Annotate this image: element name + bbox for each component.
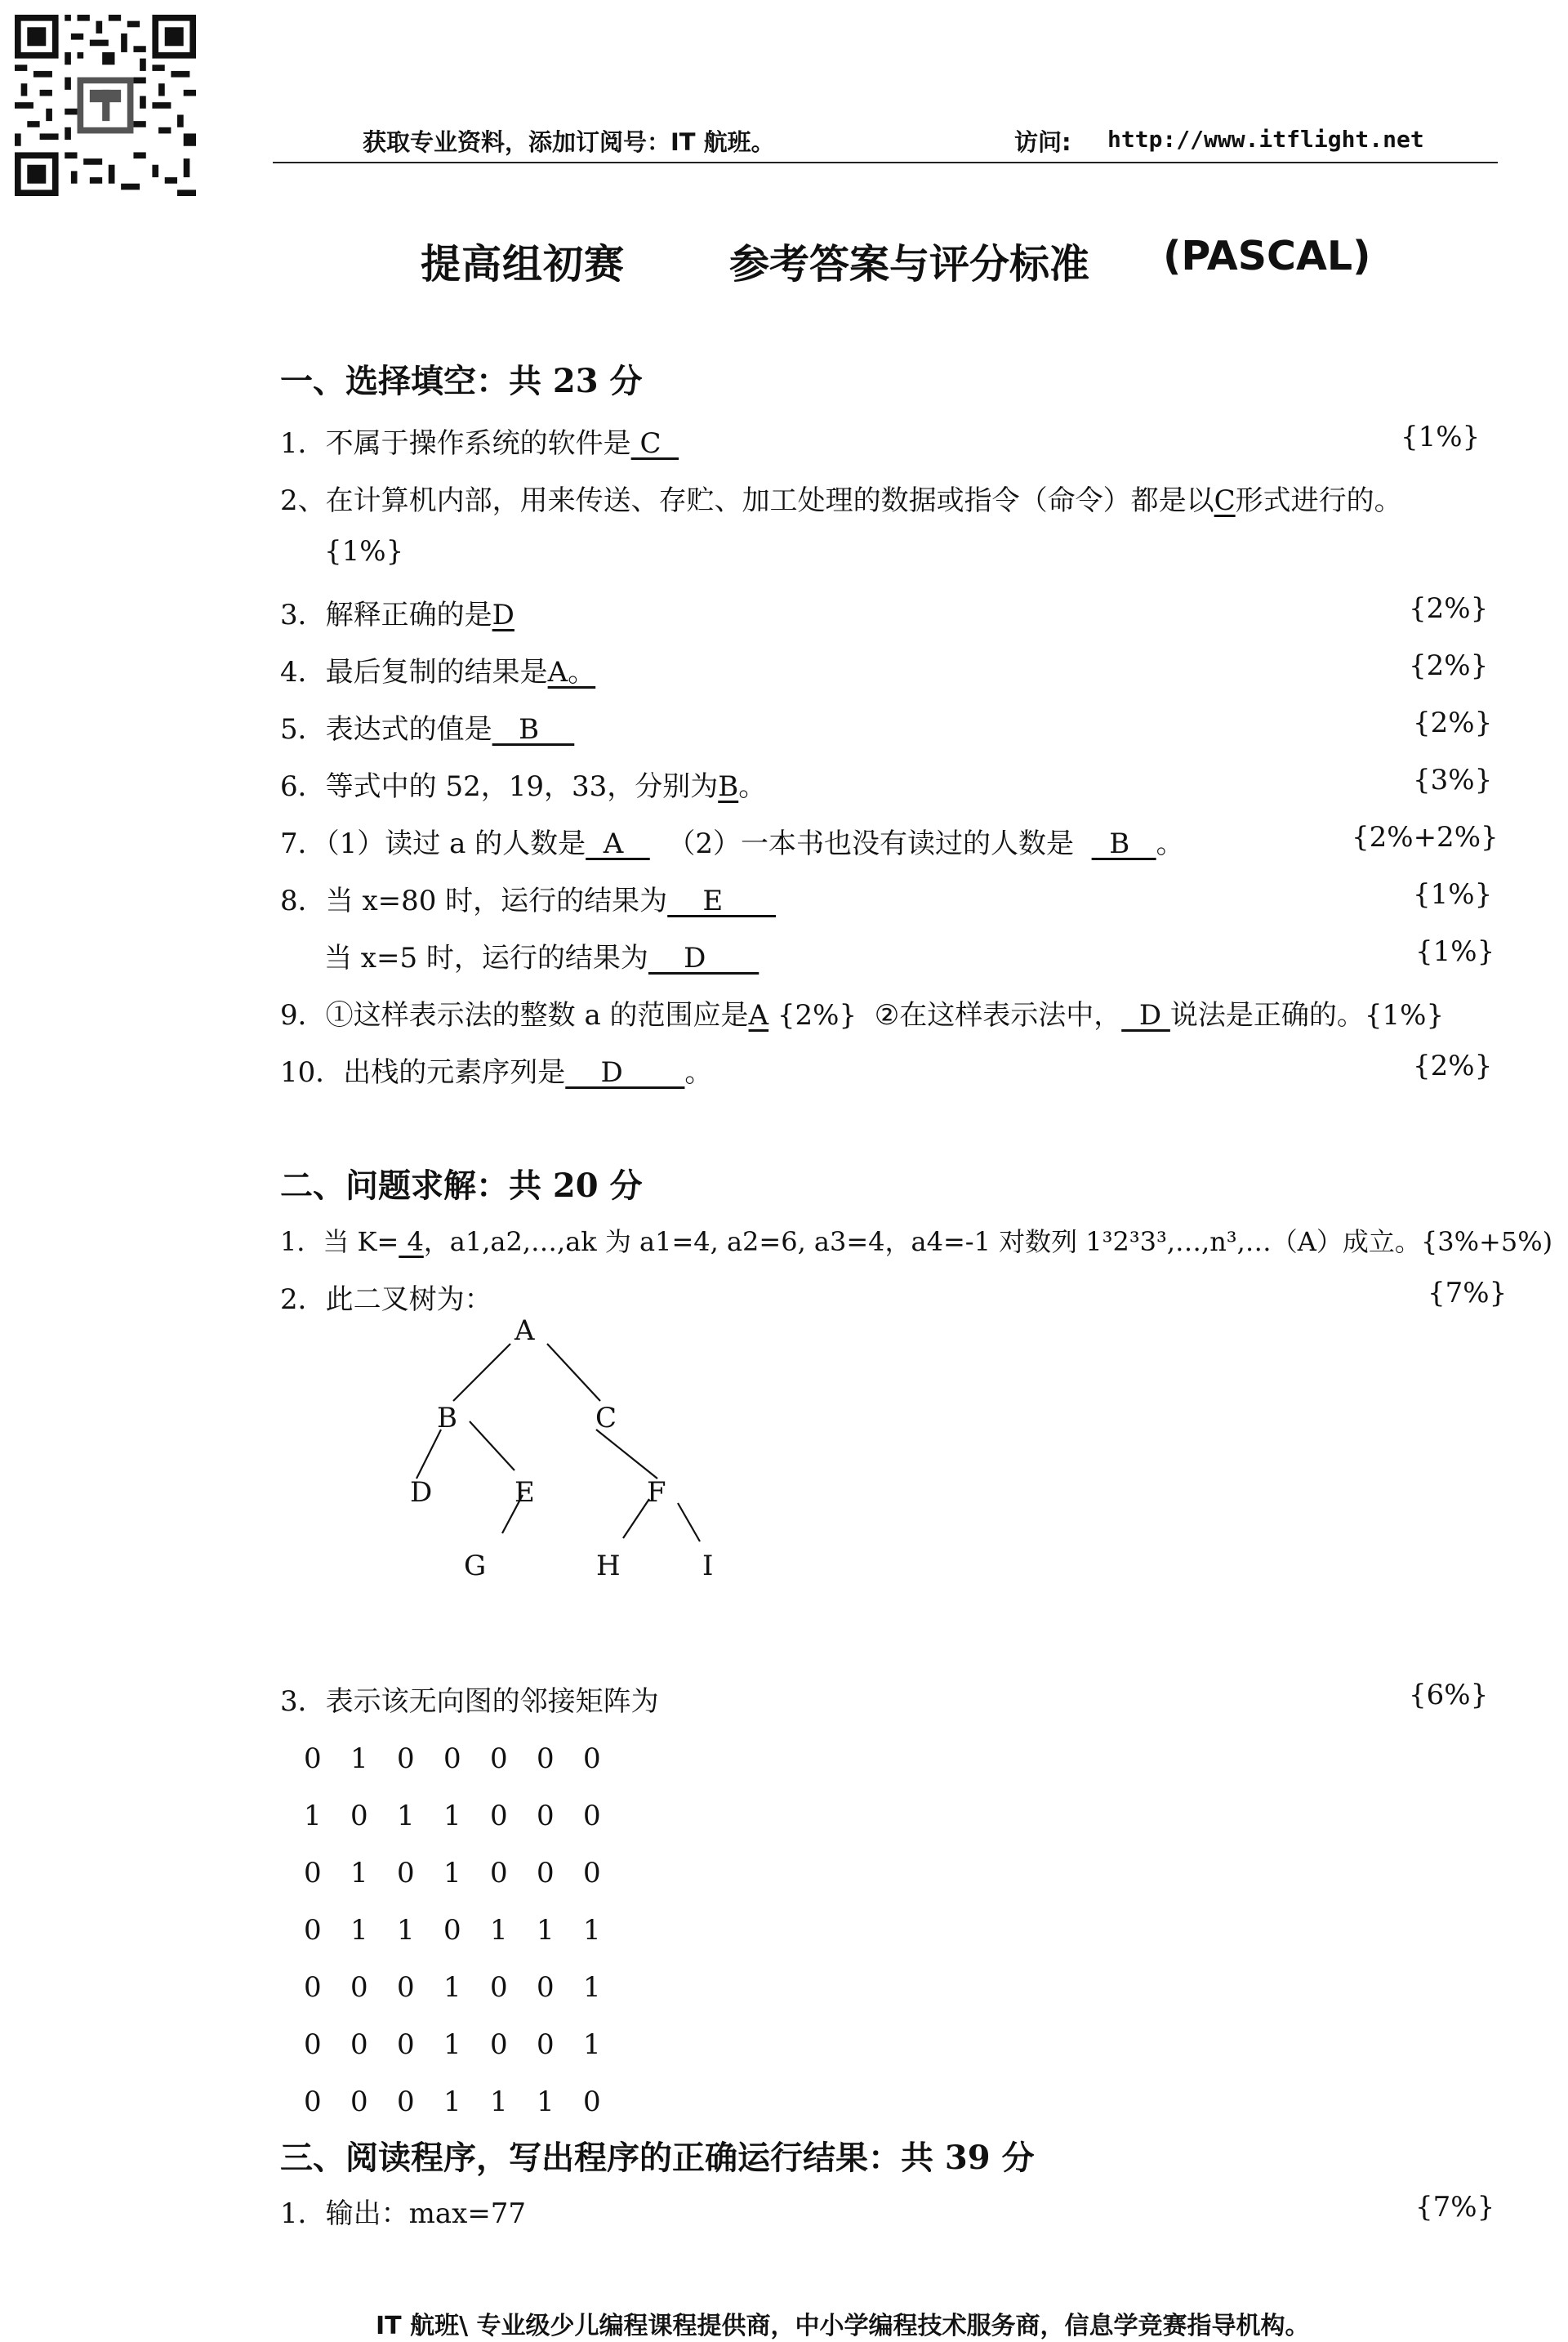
matrix-row <box>304 2073 630 2130</box>
matrix-cell: 1 <box>304 1800 322 1832</box>
s1-q1-score: {1%} <box>1401 421 1481 453</box>
tree-node-d: D <box>410 1476 433 1509</box>
s1-q4: 4．最后复制的结果是A。 <box>280 656 596 689</box>
s1-q2-score: {1%} <box>324 535 404 568</box>
matrix-cell: 0 <box>304 1742 322 1775</box>
matrix-cell: 1 <box>443 1857 461 1889</box>
s1-q10-score: {2%} <box>1413 1050 1493 1082</box>
matrix-row <box>304 1730 630 1787</box>
qr-code-icon <box>15 15 196 196</box>
matrix-cell: 0 <box>397 1857 415 1889</box>
s1-q9: 9．①这样表示法的整数 a 的范围应是A {2%} ②在这样表示法中， D 说法是正确的。{1%} <box>280 999 1445 1032</box>
s1-q7-answer-a: A <box>586 828 650 860</box>
edge-b-e <box>470 1421 514 1470</box>
matrix-cell: 0 <box>537 1971 555 2004</box>
matrix-cell: 0 <box>443 1742 461 1775</box>
matrix-cell: 1 <box>443 1800 461 1832</box>
matrix-cell: 1 <box>350 1857 368 1889</box>
s1-q8b-score: {1%} <box>1415 935 1495 968</box>
s1-q2-answer: C <box>1214 484 1236 517</box>
matrix-cell: 0 <box>443 1914 461 1947</box>
s1-q1: 1．不属于操作系统的软件是 C <box>280 427 679 460</box>
matrix-cell: 0 <box>397 2085 415 2118</box>
tree-node-c: C <box>595 1402 617 1434</box>
s1-q3: 3．解释正确的是D <box>280 599 514 631</box>
section2-heading: 二、问题求解：共 20 分 <box>280 1167 643 1205</box>
matrix-cell: 1 <box>490 1914 508 1947</box>
adjacency-matrix <box>304 1730 630 2130</box>
s1-q10: 10．出栈的元素序列是 D 。 <box>280 1056 713 1089</box>
title-part2: 参考答案与评分标准 <box>729 241 1090 288</box>
matrix-cell: 0 <box>583 1742 601 1775</box>
s1-q7-score: {2%+2%} <box>1352 821 1499 854</box>
matrix-cell: 0 <box>583 1857 601 1889</box>
s1-q4-answer: A。 <box>547 656 596 689</box>
matrix-cell: 0 <box>490 1857 508 1889</box>
s1-q3-score: {2%} <box>1409 592 1489 625</box>
matrix-cell: 1 <box>397 1800 415 1832</box>
matrix-cell: 1 <box>443 1971 461 2004</box>
matrix-cell: 1 <box>583 1971 601 2004</box>
tree-node-f: F <box>647 1476 666 1509</box>
matrix-cell: 0 <box>583 2085 601 2118</box>
matrix-cell: 0 <box>397 1742 415 1775</box>
header-visit-label: 访问: <box>1014 128 1071 156</box>
matrix-row <box>304 1902 630 1959</box>
matrix-cell: 0 <box>537 1857 555 1889</box>
matrix-cell: 0 <box>490 1742 508 1775</box>
header-url-link[interactable]: http://www.itflight.net <box>1107 126 1424 153</box>
matrix-cell: 0 <box>397 2028 415 2061</box>
header-promo: 获取专业资料，添加订阅号：IT 航班。 <box>363 128 775 156</box>
tree-node-e: E <box>514 1476 535 1509</box>
section1-heading: 一、选择填空：共 23 分 <box>280 362 643 400</box>
header-divider <box>273 162 1498 163</box>
s1-q2: 2、在计算机内部，用来传送、存贮、加工处理的数据或指令（命令）都是以C形式进行的。 <box>280 484 1402 517</box>
matrix-cell: 0 <box>490 1800 508 1832</box>
s2-q1-answer: 4 <box>399 1226 424 1257</box>
s1-q6-score: {3%} <box>1413 764 1493 796</box>
matrix-cell: 0 <box>350 1800 368 1832</box>
s2-q3-score: {6%} <box>1409 1679 1489 1711</box>
matrix-cell: 0 <box>304 1857 322 1889</box>
matrix-cell: 1 <box>350 1914 368 1947</box>
s1-q3-answer: D <box>492 599 514 631</box>
s2-q2: 2．此二叉树为： <box>280 1283 492 1316</box>
s1-q8: 8．当 x=80 时，运行的结果为 E <box>280 885 777 917</box>
edge-b-d <box>416 1430 441 1479</box>
s3-q1: 1．输出：max=77 <box>280 2197 527 2230</box>
s1-q1-answer: C <box>630 427 679 460</box>
matrix-cell: 0 <box>490 1971 508 2004</box>
matrix-cell: 0 <box>537 2028 555 2061</box>
s3-q1-score: {7%} <box>1415 2191 1495 2224</box>
binary-tree-diagram <box>392 1319 735 1597</box>
s2-q1: 1．当 K= 4，a1,a2,…,ak 为 a1=4, a2=6, a3=4，a4=-1 对数列 1³2³3³,…,n³,…（A）成立。{3%+5%) <box>280 1226 1553 1257</box>
matrix-cell: 1 <box>397 1914 415 1947</box>
matrix-cell: 0 <box>537 1800 555 1832</box>
matrix-cell: 1 <box>443 2028 461 2061</box>
matrix-cell: 1 <box>537 1914 555 1947</box>
edge-f-i <box>678 1503 700 1541</box>
matrix-cell: 0 <box>304 1971 322 2004</box>
s1-q7: 7．（1）读过 a 的人数是 A （2）一本书也没有读过的人数是 B 。 <box>280 828 1184 860</box>
s1-q6: 6．等式中的 52，19，33，分别为B。 <box>280 770 767 803</box>
matrix-cell: 0 <box>583 1800 601 1832</box>
matrix-cell: 0 <box>304 2028 322 2061</box>
tree-node-i: I <box>702 1550 714 1582</box>
s1-q5: 5．表达式的值是 B <box>280 713 575 746</box>
matrix-row <box>304 2016 630 2073</box>
s1-q8b: 当 x=5 时，运行的结果为 D <box>324 942 760 975</box>
s1-q8-score: {1%} <box>1413 878 1493 911</box>
s1-q9-answer-b: D <box>1121 999 1170 1032</box>
s1-q10-answer: D <box>565 1056 685 1089</box>
matrix-cell: 0 <box>537 1742 555 1775</box>
matrix-cell: 0 <box>350 2028 368 2061</box>
s1-q8b-answer: D <box>648 942 760 975</box>
tree-node-h: H <box>596 1550 621 1582</box>
matrix-row <box>304 1959 630 2016</box>
s1-q8-answer: E <box>667 885 777 917</box>
matrix-cell: 1 <box>350 1742 368 1775</box>
s1-q4-score: {2%} <box>1409 649 1489 682</box>
title-part3: (PASCAL) <box>1163 233 1371 279</box>
tree-node-a: A <box>514 1319 535 1347</box>
matrix-cell: 0 <box>490 2028 508 2061</box>
matrix-row <box>304 1787 630 1845</box>
edge-a-c <box>547 1344 600 1401</box>
tree-node-b: B <box>437 1402 457 1434</box>
s1-q5-answer: B <box>492 713 575 746</box>
s1-q5-score: {2%} <box>1413 707 1493 739</box>
s1-q6-answer: B <box>718 770 739 803</box>
title-part1: 提高组初赛 <box>421 241 626 288</box>
matrix-cell: 1 <box>537 2085 555 2118</box>
matrix-cell: 1 <box>490 2085 508 2118</box>
s1-q9-answer-a: A <box>748 999 769 1032</box>
matrix-cell: 0 <box>350 1971 368 2004</box>
s1-q7-answer-b: B <box>1091 828 1156 860</box>
section3-heading: 三、阅读程序，写出程序的正确运行结果：共 39 分 <box>280 2139 1035 2177</box>
matrix-cell: 0 <box>304 2085 322 2118</box>
matrix-cell: 1 <box>583 2028 601 2061</box>
matrix-cell: 0 <box>397 1971 415 2004</box>
edge-c-f <box>596 1430 657 1479</box>
matrix-cell: 0 <box>350 2085 368 2118</box>
edge-f-h <box>623 1499 649 1538</box>
matrix-cell: 1 <box>443 2085 461 2118</box>
s2-q2-score: {7%} <box>1428 1277 1508 1309</box>
footer-text: IT 航班\ 专业级少儿编程课程提供商，中小学编程技术服务商，信息学竞赛指导机构。 <box>376 2312 1310 2340</box>
matrix-cell: 0 <box>304 1914 322 1947</box>
matrix-row <box>304 1845 630 1902</box>
matrix-cell: 1 <box>583 1914 601 1947</box>
edge-a-b <box>453 1344 510 1401</box>
tree-node-g: G <box>464 1550 487 1582</box>
s2-q3: 3．表示该无向图的邻接矩阵为 <box>280 1685 659 1718</box>
